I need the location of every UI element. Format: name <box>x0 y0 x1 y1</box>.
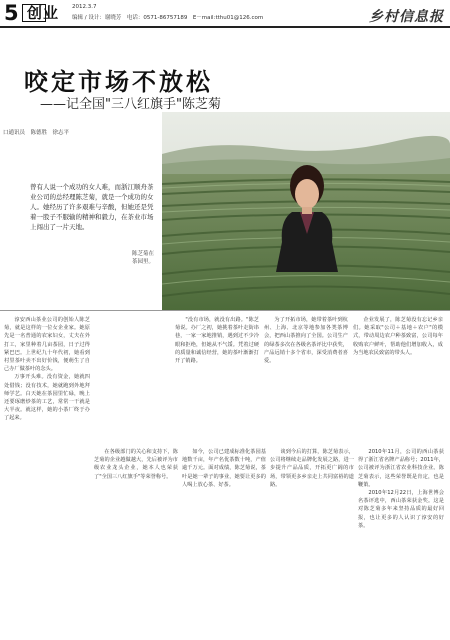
paragraph: 万事开头难。没有资金，她就四处借钱；没有技术，她就跑到外地拜师学艺。白天她在茶园里忙碌，晚上还要琢磨炒茶的工艺，常常一干就是大半夜。就这样，她的小茶厂终于办了起来。 <box>4 374 90 422</box>
article-column <box>358 448 444 634</box>
headline: 咬定市场不放松 <box>24 68 213 96</box>
byline: 口通讯员 陈德胜 徐志平 <box>3 130 70 136</box>
lead-paragraph: 曾有人说一个成功的女人难，而浙江顺舟茶业公司的总经理陈芝菊，就是一个成功的女人。她经历了许多艰难与辛酸，但她还是凭着一股子不服输的精神和毅力，在茶业市场上闯出了一片天地。 <box>30 183 154 231</box>
issue-date: 2012.3.7 <box>72 4 97 10</box>
masthead-rule <box>0 26 450 28</box>
section-name: 创业 <box>27 4 60 22</box>
article-column <box>264 316 348 444</box>
paragraph: 在各级部门的关心和支持下，陈芝菊的企业越做越大，先后被评为市级农业龙头企业，她本人也荣获了"全国三八红旗手"等荣誉称号。 <box>94 449 178 480</box>
editor-line: 编辑 / 设计：谢晓芳 电话：0571-86757189 E－mail:tthu01@126.com <box>72 15 264 21</box>
paragraph: 如今，公司已建成标准化茶园基地数千亩，年产名优茶数十吨，产值逾千万元。面对成绩，陈芝菊说，茶叶是她一辈子的事业，她要让更多的人喝上放心茶、好茶。 <box>182 449 266 488</box>
paper-logo: 乡村信息报 <box>369 9 444 25</box>
subtitle: ——记全国"三八红旗手"陈芝菊 <box>40 97 221 112</box>
paragraph: 为了开拓市场，她带着茶叶到杭州、上海、北京等地参加各类茶博会，把西山茶推向了全国。公司生产的绿茶多次在各级名茶评比中获奖，产品远销十多个省市，深受消费者喜爱。 <box>264 317 348 365</box>
paragraph: 谈到今后的打算，陈芝菊表示，公司将继续走品牌化发展之路，进一步提升产品品质，开拓更广阔的市场，带领更多乡亲走上共同富裕的道路。 <box>270 449 354 488</box>
paragraph: 2010年11月，公司的西山茶获得了浙江省名牌产品称号；2011年，公司被评为浙江省农业科技企业。陈芝菊表示，这些荣誉既是肯定，也是鞭策。 <box>358 449 444 488</box>
article-column <box>4 316 90 634</box>
page-number: 5 <box>4 1 19 25</box>
section-divider <box>0 310 450 311</box>
paragraph: 2010年12月22日，上海世博会名茶评选中，西山茶荣获金奖。这是对陈芝菊多年来坚持品质的最好回报，也让更多的人认识了淳安的好茶。 <box>358 490 444 529</box>
masthead <box>0 0 450 26</box>
article-column <box>353 316 443 444</box>
tea-garden-photo <box>162 112 450 310</box>
paragraph: "没有市场，就没有出路。"陈芝菊说。办厂之初，她挑着茶叶走街串巷，一家一家地推销，遇到过不少冷眼和拒绝，但她从不气馁。凭着过硬的质量和诚信经营，她的茶叶渐渐打开了销路。 <box>175 317 259 365</box>
article-column <box>182 448 266 634</box>
article-column <box>175 316 259 444</box>
article-column <box>94 448 178 634</box>
paragraph: 淳安西山茶业公司的创始人陈芝菊，就是这样的一位女企业家。她原先是一名普通的农家妇女，丈夫在外打工，家里种着几亩茶园，日子过得紧巴巴。上世纪九十年代初，她看到村里茶叶卖不出好价钱，便萌生了自己办厂做茶叶的念头。 <box>4 317 90 373</box>
article-column <box>270 448 354 634</box>
photo-caption: 陈芝菊在茶园里。 <box>132 251 155 265</box>
paragraph: 企业发展了，陈芝菊没有忘记乡亲们。她采取"公司＋基地＋农户"的模式，带动周边农户种茶致富，公司每年收购农户鲜叶，帮助他们增加收入，成为当地农民致富的带头人。 <box>353 317 443 356</box>
